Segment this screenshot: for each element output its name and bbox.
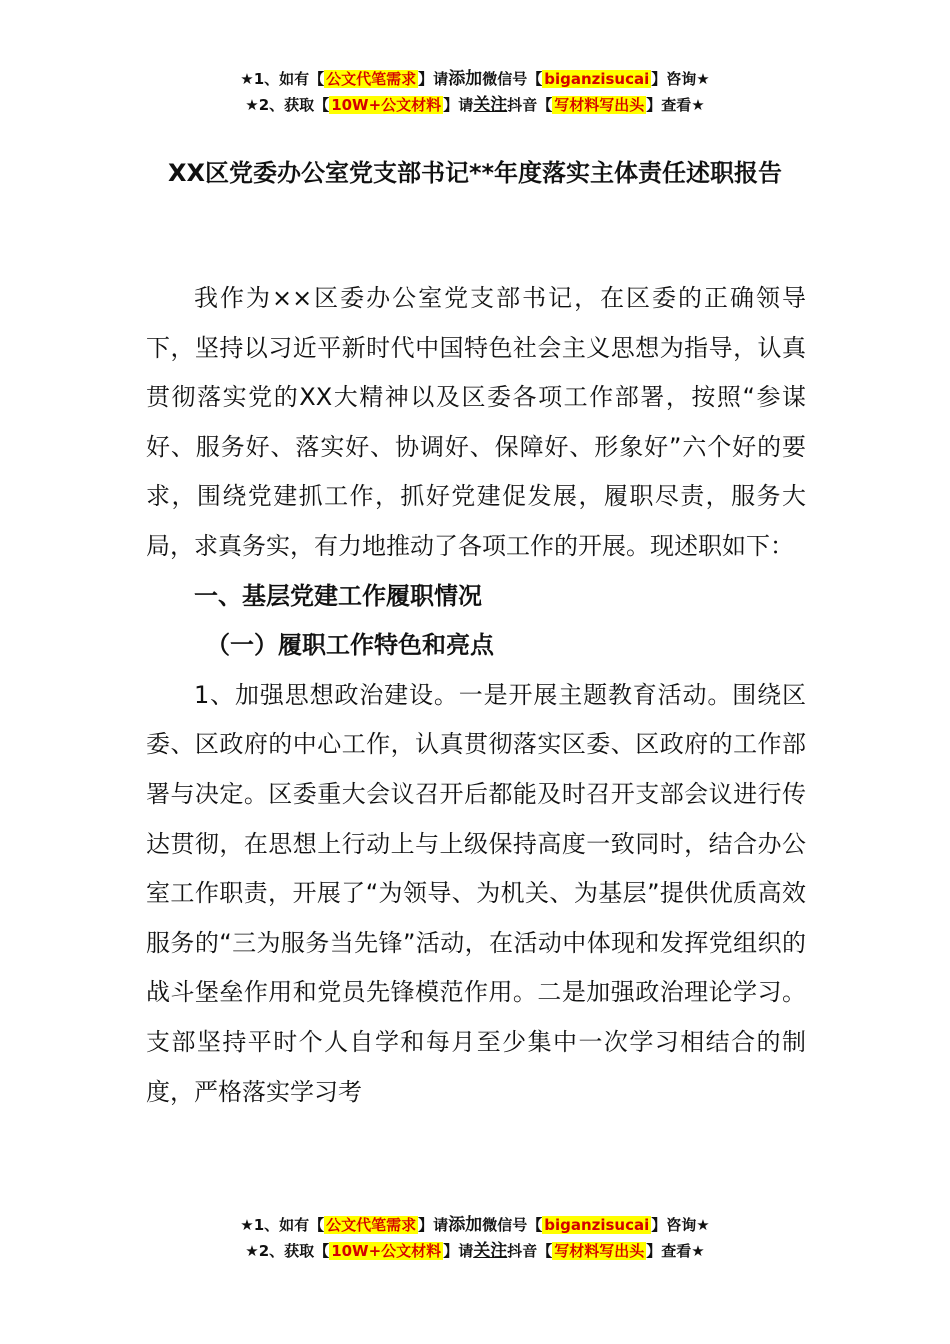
star-icon: ★ [696, 1216, 710, 1234]
star-icon: ★ [691, 1242, 705, 1260]
document-title: XX区党委办公室党支部书记**年度落实主体责任述职报告 [167, 159, 783, 187]
footer-banner [0, 1212, 950, 1264]
highlight-douyin-account: 写材料写出头 [554, 96, 645, 114]
highlight-service: 公文代笔需求 [326, 70, 417, 88]
star-icon: ★ [696, 70, 710, 88]
star-icon: ★ [240, 70, 254, 88]
highlight-wechat-id: biganzisucai [544, 1216, 650, 1234]
body-paragraph: 1、加强思想政治建设。一是开展主题教育活动。围绕区委、区政府的中心工作，认真贯彻落实区委、区政府的工作部署与决定。区委重大会议召开后都能及时召开支部会议进行传达贯彻，在思想上行动上与上级保持高度一致同时，结合办公室工作职责，开展了“为领导、为机关、为基层”提供优质高效服务的“三为服务当先锋”活动，在活动中体现和发挥党组织的战斗堡垒作用和党员先锋模范作用。二是加强政治理论学习。支部坚持平时个人自学和每月至少集中一次学习相结合的制度，严格落实学习考 [146, 680, 806, 1106]
highlight-douyin-account: 写材料写出头 [554, 1242, 645, 1260]
subsection-heading: （一）履职工作特色和亮点 [206, 631, 494, 660]
header-banner [0, 66, 950, 118]
intro-paragraph: 我作为××区委办公室党支部书记，在区委的正确领导下，坚持以习近平新时代中国特色社会主义思想为指导，认真贯彻落实党的XX大精神以及区委各项工作部署，按照“参谋好、服务好、落实好、协调好、保障好、形象好”六个好的要求，围绕党建抓工作，抓好党建促发展，履职尽责，服务大局，求真务实，有力地推动了各项工作的开展。现述职如下： [146, 284, 806, 560]
highlight-materials: 10W+公文材料 [331, 1242, 442, 1260]
star-icon: ★ [240, 1216, 254, 1234]
highlight-wechat-id: biganzisucai [544, 70, 650, 88]
banner-line-1: ★1、如有【 公文代笔需求 】请添加微信号【 biganzisucai 】咨询★ [240, 69, 710, 89]
star-icon: ★ [245, 96, 259, 114]
banner-line-2: ★2、获取【 10W+公文材料 】请关注抖音【 写材料写出头 】查看★ [245, 1241, 705, 1261]
section-heading: 一、基层党建工作履职情况 [194, 581, 482, 610]
highlight-materials: 10W+公文材料 [331, 96, 442, 114]
highlight-service: 公文代笔需求 [326, 1216, 417, 1234]
star-icon: ★ [691, 96, 705, 114]
star-icon: ★ [245, 1242, 259, 1260]
document-body [146, 274, 806, 1117]
banner-line-1: ★1、如有【 公文代笔需求 】请添加微信号【 biganzisucai 】咨询★ [240, 1215, 710, 1235]
banner-line-2: ★2、获取【 10W+公文材料 】请关注抖音【 写材料写出头 】查看★ [245, 95, 705, 115]
